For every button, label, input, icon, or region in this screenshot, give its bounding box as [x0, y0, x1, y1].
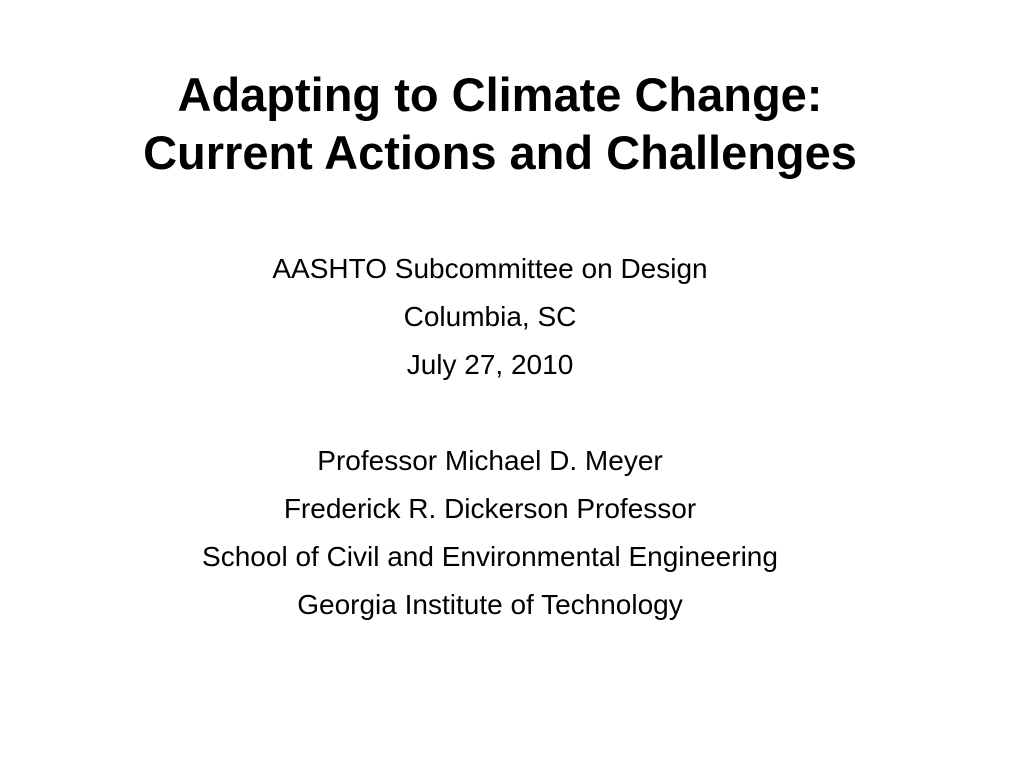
- presenter-institution: Georgia Institute of Technology: [297, 589, 683, 620]
- presenter-name: Professor Michael D. Meyer: [317, 445, 663, 476]
- slide-title: [0, 66, 1000, 182]
- event-location: Columbia, SC: [403, 301, 577, 332]
- presenter-school: School of Civil and Environmental Engineering: [202, 541, 778, 572]
- slide-subtitle: [0, 245, 980, 629]
- blank-line: [0, 389, 980, 437]
- title-line-2: Current Actions and Challenges: [143, 126, 857, 179]
- event-name: AASHTO Subcommittee on Design: [272, 253, 708, 284]
- title-line-1: Adapting to Climate Change:: [177, 68, 823, 121]
- event-date: July 27, 2010: [406, 349, 574, 380]
- presenter-title: Frederick R. Dickerson Professor: [283, 493, 697, 524]
